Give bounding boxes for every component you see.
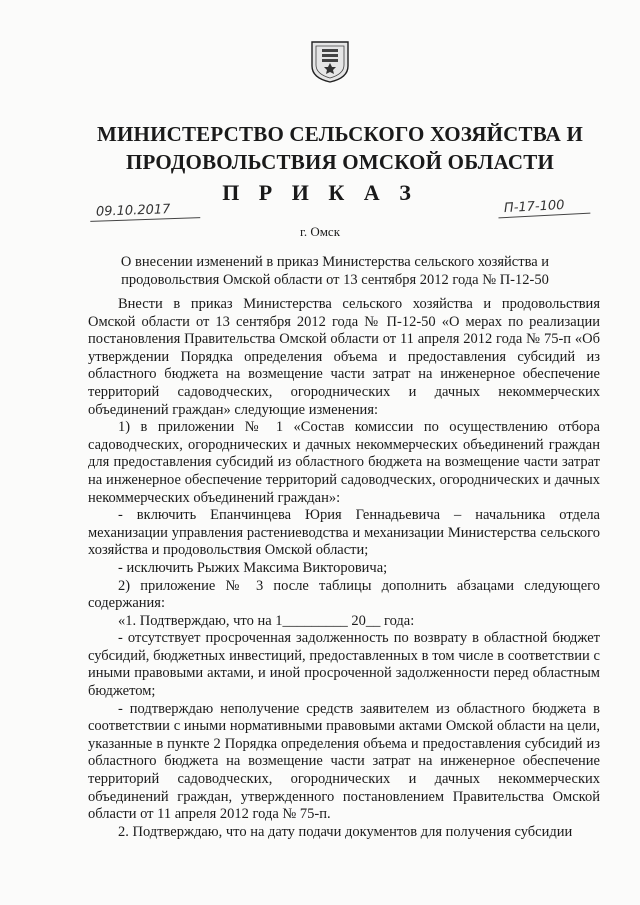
order-subject: [70, 253, 600, 289]
paragraph-include: - включить Епанчинцева Юрия Геннадьевича – начальника отдела механизации управления растениеводства и механизации Министерства сельского хозяйства и продовольствия Омской области;: [88, 507, 600, 559]
paragraph-item-2: 2) приложение № 3 после таблицы дополнить абзацами следующего содержания:: [88, 577, 600, 612]
ministry-name: [60, 120, 620, 176]
paragraph-exclude: - исключить Рыжих Максима Викторовича;: [118, 559, 388, 576]
paragraph-confirm-2: 2. Подтверждаю, что на дату подачи документов для получения субсидии: [118, 823, 573, 840]
order-subject-line1: О внесении изменений в приказ Министерства сельского хозяйства и: [120, 254, 550, 270]
paragraph-no-debt: - отсутствует просроченная задолженность по возврату в областной бюджет субсидий, бюджетных инвестиций, предоставленных в том числе в соответствии с иными правовыми актами, и иной просроченной задолженности перед областным бюджетом;: [88, 630, 600, 700]
paragraph-item-1: 1) в приложении № 1 «Состав комиссии по осуществлению отбора садоводческих, огороднических и дачных некоммерческих объединений граждан для предоставления субсидий из областного бюджета на возмещение части затрат на инженерное обеспечение территорий садоводческих, огороднических и дачных некоммерческих объединений граждан»:: [88, 419, 600, 506]
order-date: 09.10.2017: [90, 201, 201, 222]
order-title: П Р И К А З: [222, 180, 418, 205]
order-body: [88, 296, 600, 841]
ministry-name-line2: ПРОДОВОЛЬСТВИЯ ОМСКОЙ ОБЛАСТИ: [125, 150, 555, 174]
order-subject-line2: продовольствия Омской области от 13 сентября 2012 года № П-12-50: [121, 272, 549, 288]
paragraph-intro: Внести в приказ Министерства сельского хозяйства и продовольствия Омской области от 13 сентября 2012 года № П-12-50 «О мерах по реализации постановления Правительства Омской области от 11 апреля 2012 года № 75-п «Об утверждении Порядка определения объема и предоставления субсидий из областного бюджета на возмещение части затрат на инженерное обеспечение территорий садоводческих, огороднических и дачных некоммерческих объединений граждан» следующие изменения:: [88, 296, 600, 418]
coat-of-arms-icon: [310, 40, 350, 84]
order-number: П-17-100: [498, 197, 591, 219]
city: г. Омск: [299, 224, 341, 239]
paragraph-confirm-1: «1. Подтверждаю, что на 1_________ 20__ года:: [118, 612, 415, 629]
ministry-name-line1: МИНИСТЕРСТВО СЕЛЬСКОГО ХОЗЯЙСТВА И: [96, 122, 583, 146]
paragraph-no-funds: - подтверждаю неполучение средств заявителем из областного бюджета в соответствии с иными нормативными правовыми актами Омской области на цели, указанные в пункте 2 Порядка определения объема и предоставления субсидий из областного бюджета на возмещение части затрат на инженерное обеспечение территорий садоводческих, огороднических и дачных некоммерческих объединений граждан, утвержденного постановлением Правительства Омской области от 11 апреля 2012 года № 75-п.: [88, 700, 600, 823]
